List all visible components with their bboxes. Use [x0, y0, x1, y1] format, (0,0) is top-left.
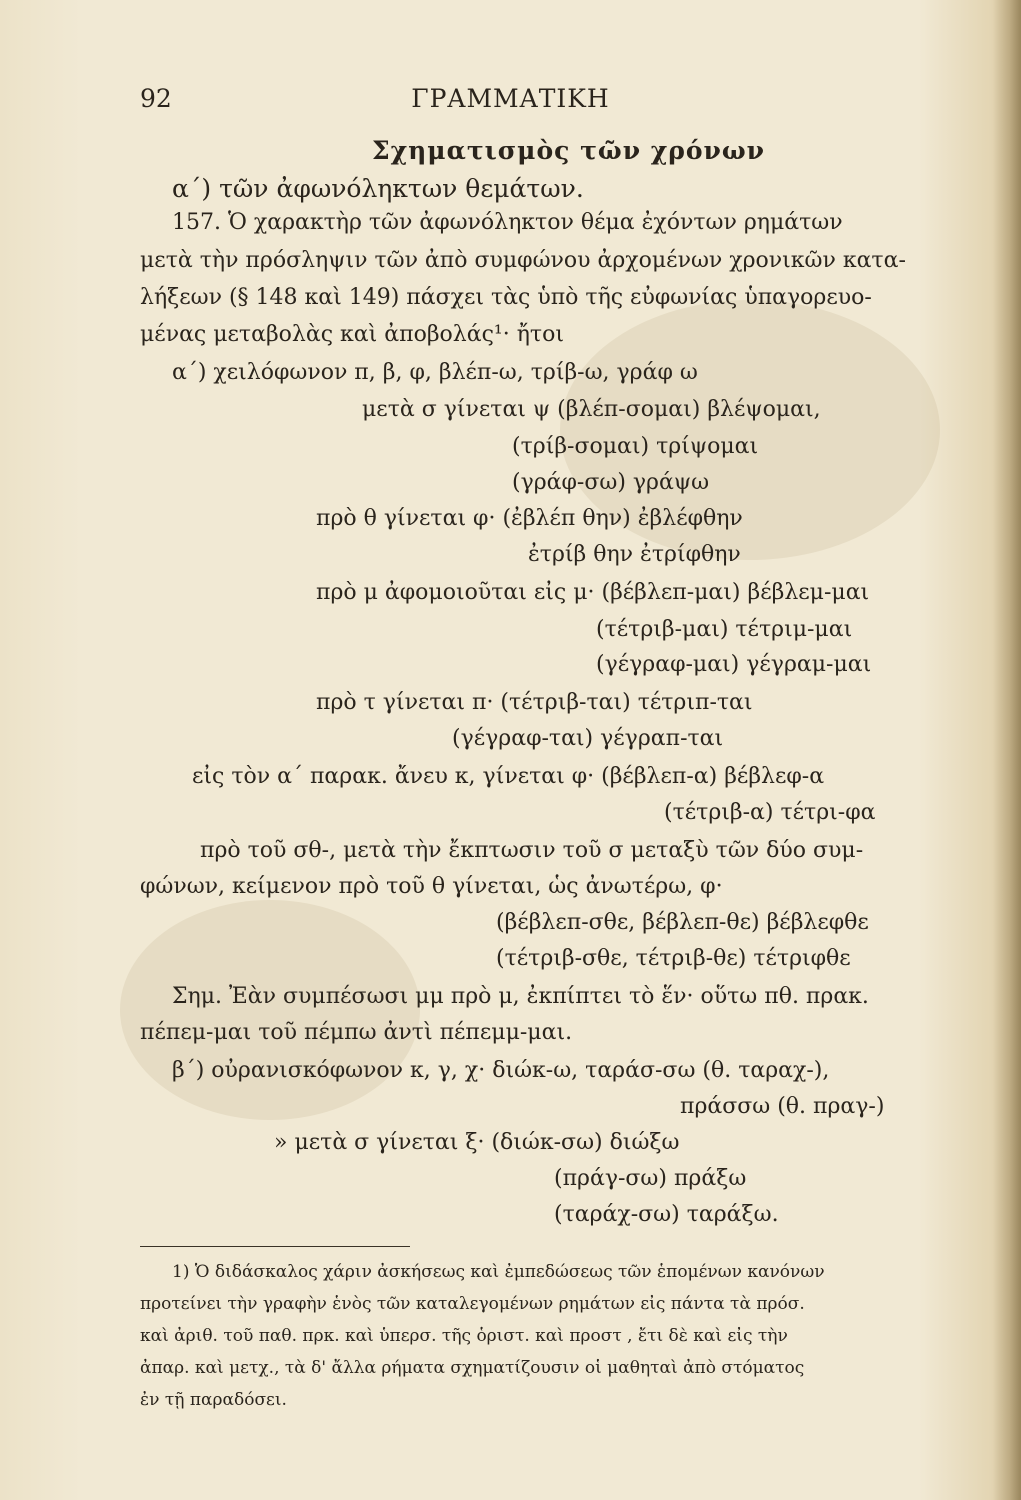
- text-line: (πράγ-σω) πράξω: [554, 1166, 747, 1191]
- text-line: Σημ. Ἐὰν συμπέσωσι μμ πρὸ μ, ἐκπίπτει τὸ ἕν· οὕτω πθ. πρακ.: [172, 984, 869, 1009]
- text-line: φώνων, κείμενον πρὸ τοῦ θ γίνεται, ὡς ἀνωτέρω, φ·: [140, 874, 723, 899]
- text-line: (τέτριβ-σθε, τέτριβ-θε) τέτριφθε: [496, 946, 851, 971]
- text-line: πράσσω (θ. πραγ-): [680, 1094, 885, 1119]
- text-line: μετὰ σ γίνεται ψ (βλέπ-σομαι) βλέψομαι,: [362, 397, 821, 422]
- text-line: (γέγραφ-ται) γέγραπ-ται: [452, 726, 724, 751]
- footnote-line: προτείνει τὴν γραφὴν ἑνὸς τῶν καταλεγομένων ρημάτων εἰς πάντα τὰ πρόσ.: [140, 1294, 805, 1314]
- text-line: (ταράχ-σω) ταράξω.: [554, 1202, 779, 1227]
- text-line: (τρίβ-σομαι) τρίψομαι: [512, 434, 759, 459]
- text-line: μένας μεταβολὰς καὶ ἀποβολάς¹· ἤτοι: [140, 322, 564, 347]
- text-line: πέπεμ-μαι τοῦ πέμπω ἀντὶ πέπεμμ-μαι.: [140, 1020, 573, 1045]
- text-line: πρὸ τ γίνεται π· (τέτριβ-ται) τέτριπ-ται: [316, 690, 753, 715]
- text-line: πρὸ τοῦ σθ-, μετὰ τὴν ἔκπτωσιν τοῦ σ μεταξὺ τῶν δύο συμ-: [200, 838, 864, 863]
- text-line: (γράφ-σω) γράψω: [512, 470, 710, 495]
- text-line: λήξεων (§ 148 καὶ 149) πάσχει τὰς ὑπὸ τῆς εὐφωνίας ὑπαγορευο-: [140, 285, 872, 310]
- footnote-line: 1) Ὁ διδάσκαλος χάριν ἀσκήσεως καὶ ἐμπεδώσεως τῶν ἑπομένων κανόνων: [172, 1262, 825, 1282]
- footnote-line: καὶ ἀριθ. τοῦ παθ. πρκ. καὶ ὑπερσ. τῆς ὁριστ. καὶ προστ , ἔτι δὲ καὶ εἰς τὴν: [140, 1326, 788, 1346]
- text-line: ἐτρίβ θην ἐτρίφθην: [528, 542, 741, 567]
- text-line: πρὸ θ γίνεται φ· (ἐβλέπ θην) ἐβλέφθην: [316, 506, 743, 531]
- text-line: 157. Ὁ χαρακτὴρ τῶν ἀφωνόληκτον θέμα ἐχόντων ρημάτων: [172, 210, 843, 235]
- text-line: (τέτριβ-α) τέτρι-φα: [664, 800, 876, 825]
- text-line: μετὰ τὴν πρόσληψιν τῶν ἀπὸ συμφώνου ἀρχομένων χρονικῶν κατα-: [140, 248, 906, 273]
- page-number: 92: [140, 84, 172, 113]
- footnote-rule: [140, 1246, 410, 1247]
- text-line: α΄) χειλόφωνον π, β, φ, βλέπ-ω, τρίβ-ω, γράφ ω: [172, 360, 698, 385]
- footnote-line: ἐν τῇ παραδόσει.: [140, 1390, 287, 1410]
- page-spine-shadow: [993, 0, 1021, 1500]
- running-title: ΓΡΑΜΜΑΤΙΚΗ: [411, 84, 610, 113]
- text-line: (γέγραφ-μαι) γέγραμ-μαι: [596, 652, 872, 677]
- page-header: [0, 84, 1021, 120]
- text-line: πρὸ μ ἀφομοιοῦται εἰς μ· (βέβλεπ-μαι) βέβλεμ-μαι: [316, 580, 870, 605]
- footnote-line: ἀπαρ. καὶ μετχ., τὰ δ' ἄλλα ρήματα σχηματίζουσιν οἱ μαθηταὶ ἀπὸ στόματος: [140, 1358, 805, 1378]
- text-line: (βέβλεπ-σθε, βέβλεπ-θε) βέβλεφθε: [496, 910, 869, 935]
- section-title: Σχηματισμὸς τῶν χρόνων: [372, 136, 765, 165]
- text-line: εἰς τὸν α΄ παρακ. ἄνευ κ, γίνεται φ· (βέβλεπ-α) βέβλεφ-α: [192, 764, 825, 789]
- text-line: (τέτριβ-μαι) τέτριμ-μαι: [596, 617, 853, 642]
- text-line: » μετὰ σ γίνεται ξ· (διώκ-σω) διώξω: [274, 1130, 680, 1155]
- text-line: β΄) οὐρανισκόφωνον κ, γ, χ· διώκ-ω, ταράσ-σω (θ. ταραχ-),: [172, 1058, 830, 1083]
- text-line: α΄) τῶν ἀφωνόληκτων θεμάτων.: [172, 174, 584, 203]
